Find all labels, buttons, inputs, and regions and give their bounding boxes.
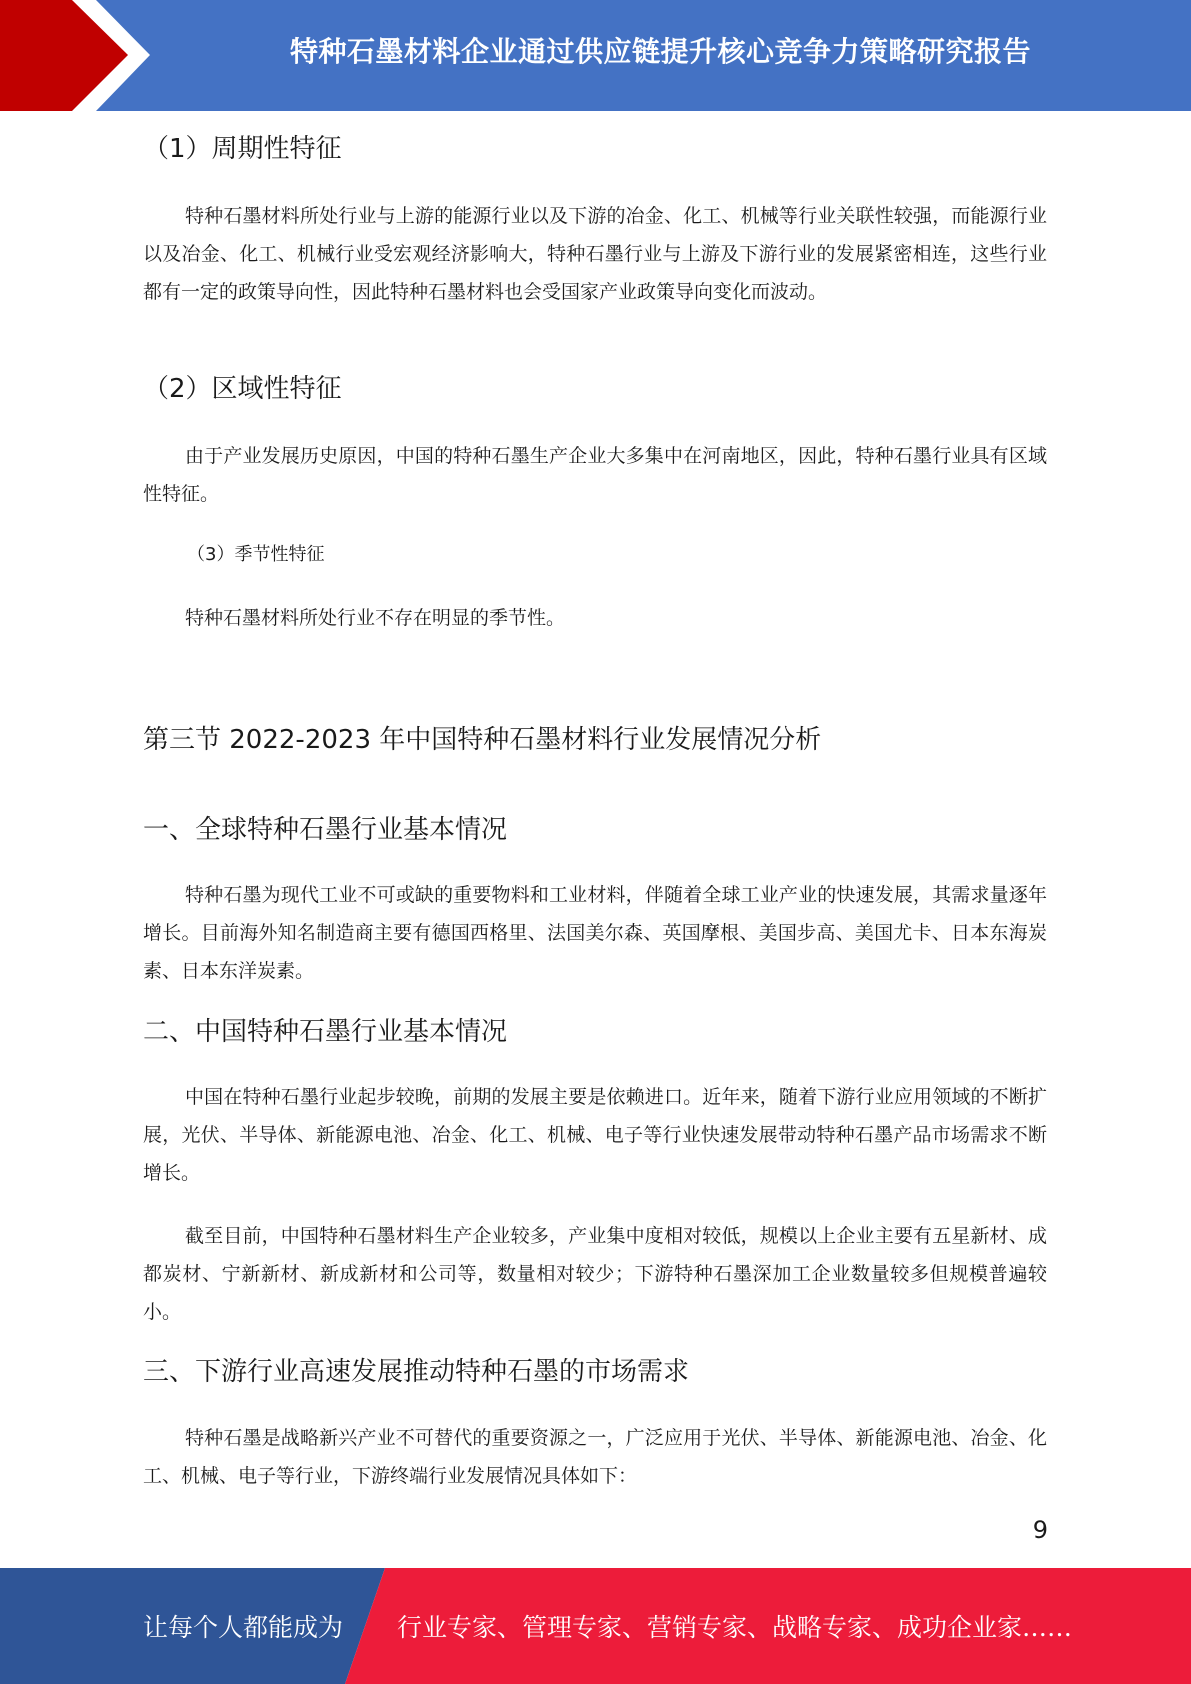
global-heading: 一、全球特种石墨行业基本情况	[143, 815, 508, 845]
downstream-paragraph: 特种石墨是战略新兴产业不可替代的重要资源之一，广泛应用于光伏、半导体、新能源电池、冶金、化工、机械、电子等行业，下游终端行业发展情况具体如下：	[143, 1427, 1047, 1487]
page-footer	[0, 1568, 1191, 1684]
seasonal-paragraph: 特种石墨材料所处行业不存在明显的季节性。	[185, 607, 566, 629]
periodic-paragraph: 特种石墨材料所处行业与上游的能源行业以及下游的冶金、化工、机械等行业关联性较强，而能源行业以及冶金、化工、机械行业受宏观经济影响大，特种石墨行业与上游及下游行业的发展紧密相连，这些行业都有一定的政策导向性，因此特种石墨材料也会受国家产业政策导向变化而波动。	[143, 205, 1047, 303]
footer-slogan-right: 行业专家、管理专家、营销专家、战略专家、成功企业家……	[397, 1613, 1073, 1642]
downstream-heading: 三、下游行业高速发展推动特种石墨的市场需求	[143, 1357, 690, 1387]
china-paragraph-1: 中国在特种石墨行业起步较晚，前期的发展主要是依赖进口。近年来，随着下游行业应用领域的不断扩展，光伏、半导体、新能源电池、冶金、化工、机械、电子等行业快速发展带动特种石墨产品市场需求不断增长。	[143, 1086, 1047, 1184]
chapter-heading: 第三节 2022-2023 年中国特种石墨材料行业发展情况分析	[143, 725, 822, 755]
periodic-heading: （1）周期性特征	[143, 134, 342, 164]
report-title: 特种石墨材料企业通过供应链提升核心竞争力策略研究报告	[289, 35, 1031, 68]
regional-heading: （2）区域性特征	[143, 374, 342, 404]
footer-slogan-left: 让每个人都能成为	[143, 1613, 344, 1642]
regional-paragraph: 由于产业发展历史原因，中国的特种石墨生产企业大多集中在河南地区，因此，特种石墨行业具有区域性特征。	[143, 445, 1047, 505]
china-paragraph-2: 截至目前，中国特种石墨材料生产企业较多，产业集中度相对较低，规模以上企业主要有五星新材、成都炭材、宁新新材、新成新材和公司等，数量相对较少；下游特种石墨深加工企业数量较多但规模普遍较小。	[143, 1225, 1047, 1323]
page-number: 9	[1032, 1516, 1048, 1544]
global-paragraph: 特种石墨为现代工业不可或缺的重要物料和工业材料，伴随着全球工业产业的快速发展，其需求量逐年增长。目前海外知名制造商主要有德国西格里、法国美尔森、英国摩根、美国步高、美国尤卡、日本东海炭素、日本东洋炭素。	[143, 884, 1047, 982]
seasonal-heading: （3）季节性特征	[187, 544, 325, 565]
china-heading: 二、中国特种石墨行业基本情况	[143, 1017, 508, 1047]
page-header	[0, 0, 1191, 111]
